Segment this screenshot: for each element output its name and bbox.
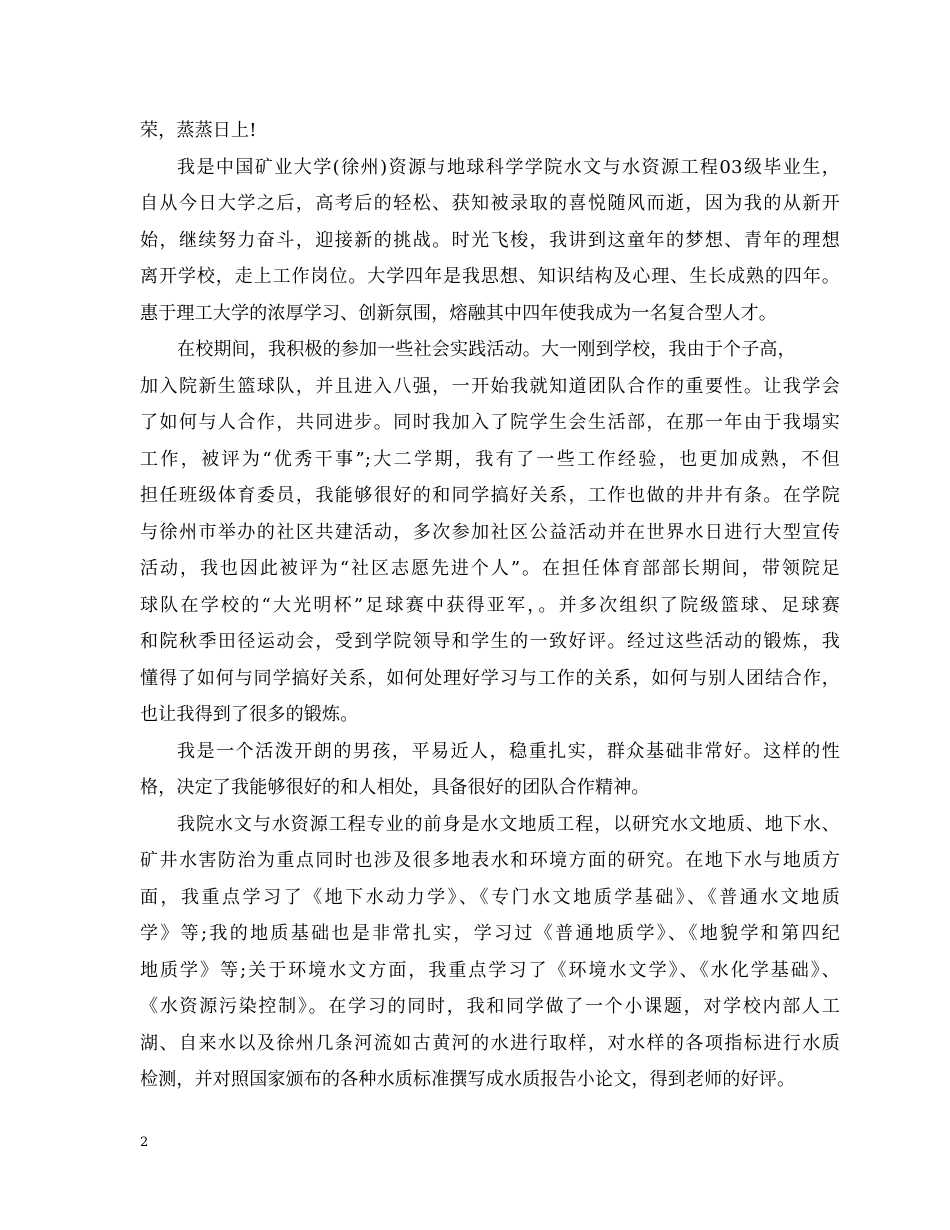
text-line: 矿井水害防治为重点同时也涉及很多地表水和环境方面的研究。在地下水与地质方 bbox=[140, 850, 840, 871]
text-line: 了如何与人合作，共同进步。同时我加入了院学生会生活部，在那一年由于我塌实 bbox=[140, 412, 840, 433]
text-line: 检测，并对照国家颁布的各种水质标准撰写成水质报告小论文，得到老师的好评。 bbox=[140, 1069, 796, 1090]
text-line: 地质学》等;关于环境水文方面，我重点学习了《环境水文学》、《水化学基础》、 bbox=[140, 959, 840, 981]
text-line: 球队在学校的“大光明杯”足球赛中获得亚军，。并多次组织了院级篮球、足球赛 bbox=[140, 594, 840, 616]
text-line: 格，决定了我能够很好的和人相处，具备很好的团队合作精神。 bbox=[140, 777, 650, 798]
text-line: 也让我得到了很多的锻炼。 bbox=[140, 704, 359, 725]
text-line: 离开学校，走上工作岗位。大学四年是我思想、知识结构及心理、生长成熟的四年。 bbox=[140, 266, 840, 287]
text-line: 我是一个活泼开朗的男孩，平易近人，稳重扎实，群众基础非常好。这样的性 bbox=[177, 740, 840, 762]
text-line: 湖、自来水以及徐州几条河流如古黄河的水进行取样，对水样的各项指标进行水质 bbox=[140, 1032, 840, 1054]
text-line: 荣，蒸蒸日上! bbox=[140, 120, 257, 141]
text-line: 和院秋季田径运动会，受到学院领导和学生的一致好评。经过这些活动的锻炼，我 bbox=[140, 631, 840, 652]
text-line: 面，我重点学习了《地下水动力学》、《专门水文地质学基础》、《普通水文地质 bbox=[140, 886, 840, 908]
text-line: 活动，我也因此被评为“社区志愿先进个人”。在担任体育部部长期间，带领院足 bbox=[140, 558, 840, 579]
text-line: 加入院新生篮球队，并且进入八强，一开始我就知道团队合作的重要性。让我学会 bbox=[140, 375, 840, 397]
text-line: 担任班级体育委员，我能够很好的和同学搞好关系，工作也做的井井有条。在学院 bbox=[140, 485, 840, 506]
text-line: 懂得了如何与同学搞好关系，如何处理好学习与工作的关系，如何与别人团结合作， bbox=[140, 667, 840, 689]
body-text bbox=[140, 113, 840, 1099]
text-line: 在校期间，我积极的参加一些社会实践活动。大一刚到学校，我由于个子高， bbox=[177, 339, 796, 360]
text-line: 工作，被评为“优秀干事”;大二学期，我有了一些工作经验，也更加成熟，不但 bbox=[140, 448, 840, 470]
page-number: 2 bbox=[140, 1135, 149, 1150]
text-line: 我是中国矿业大学(徐州)资源与地球科学学院水文与水资源工程03级毕业生， bbox=[177, 156, 840, 178]
text-line: 与徐州市举办的社区共建活动，多次参加社区公益活动并在世界水日进行大型宣传 bbox=[140, 521, 840, 543]
text-line: 我院水文与水资源工程专业的前身是水文地质工程，以研究水文地质、地下水、 bbox=[177, 813, 840, 835]
text-line: 始，继续努力奋斗，迎接新的挑战。时光飞梭，我讲到这童年的梦想、青年的理想 bbox=[140, 229, 840, 251]
text-line: 自从今日大学之后，高考后的轻松、获知被录取的喜悦随风而逝，因为我的从新开 bbox=[140, 193, 840, 214]
text-line: 学》等;我的地质基础也是非常扎实，学习过《普通地质学》、《地貌学和第四纪 bbox=[140, 923, 840, 944]
text-line: 惠于理工大学的浓厚学习、创新氛围，熔融其中四年使我成为一名复合型人才。 bbox=[140, 302, 777, 324]
text-line: 《水资源污染控制》。在学习的同时，我和同学做了一个小课题，对学校内部人工 bbox=[140, 996, 840, 1017]
